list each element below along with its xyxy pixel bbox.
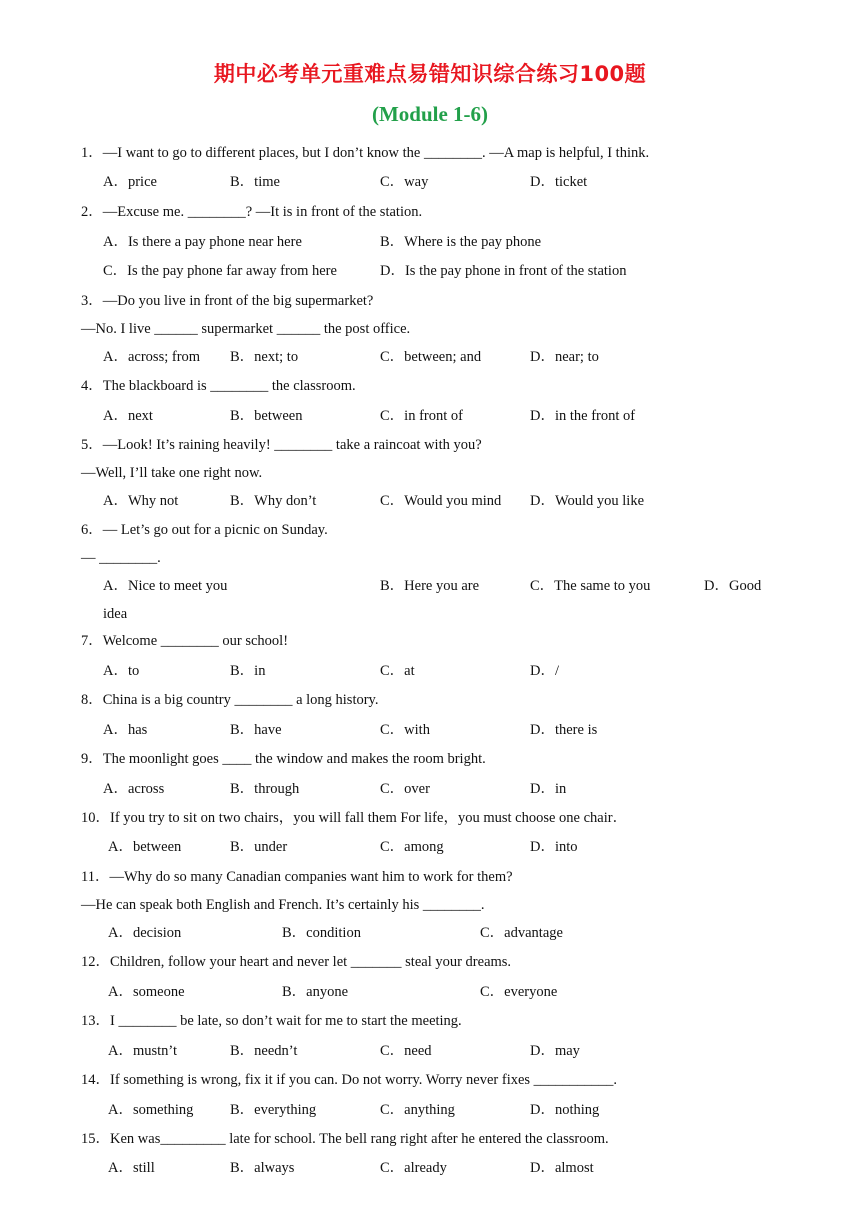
answer-option: C．in front of <box>380 408 463 424</box>
answer-option: D．may <box>530 1043 580 1059</box>
question-text: If something is wrong, fix it if you can. Do not worry. Worry never fixes ___________. <box>110 1072 618 1088</box>
question-number: 3． <box>81 293 103 309</box>
answer-option: C．advantage <box>480 925 563 941</box>
question-text: The moonlight goes ____ the window and makes the room bright. <box>102 751 486 767</box>
answer-option: B．anyone <box>282 984 349 1000</box>
question-stem <box>81 952 511 972</box>
answer-option: D．Good <box>704 578 762 594</box>
answer-option: A．mustn’t <box>108 1043 178 1059</box>
document-subtitle: (Module 1-6) <box>371 102 489 126</box>
answer-option: A．someone <box>108 984 185 1000</box>
answer-option: C．need <box>380 1043 432 1059</box>
question-text: —Look! It’s raining heavily! ________ take a raincoat with you? <box>102 437 482 453</box>
question-stem <box>81 291 373 311</box>
answer-option: B．have <box>230 722 282 738</box>
question-number: 4． <box>81 378 103 394</box>
answer-option: B．Why don’t <box>230 493 317 509</box>
answer-option: D．in <box>530 781 567 797</box>
answer-option: D．almost <box>530 1160 594 1176</box>
question-text: — Let’s go out for a picnic on Sunday. <box>102 522 328 538</box>
question-stem <box>81 631 288 651</box>
question-stem <box>81 749 486 769</box>
question-number: 7． <box>81 633 103 649</box>
answer-option: C．Would you mind <box>380 493 502 509</box>
answer-option: A．to <box>103 663 140 679</box>
question-number: 2． <box>81 204 103 220</box>
answer-option: idea <box>103 606 128 622</box>
question-number: 1． <box>81 145 103 161</box>
question-stem <box>81 143 649 163</box>
question-dialogue-line: — ________. <box>81 550 161 566</box>
question-number: 12． <box>81 954 110 970</box>
answer-option: C．anything <box>380 1102 455 1118</box>
answer-option: A．decision <box>108 925 182 941</box>
answer-option: C．Is the pay phone far away from here <box>103 263 337 279</box>
answer-option: B．in <box>230 663 266 679</box>
question-text: The blackboard is ________ the classroom. <box>102 378 356 394</box>
answer-option: C．between; and <box>380 349 482 365</box>
question-stem <box>81 1070 617 1090</box>
answer-option: B．Here you are <box>380 578 480 594</box>
question-stem <box>81 867 513 887</box>
answer-option: C．everyone <box>480 984 558 1000</box>
answer-option: D．ticket <box>530 174 588 190</box>
answer-option: D．Is the pay phone in front of the station <box>380 263 627 279</box>
answer-option: B．everything <box>230 1102 317 1118</box>
question-text: —Excuse me. ________? —It is in front of the station. <box>102 204 423 220</box>
answer-option: B．Where is the pay phone <box>380 234 542 250</box>
answer-option: A．has <box>103 722 148 738</box>
answer-option: D．/ <box>530 663 559 679</box>
answer-option: A．next <box>103 408 153 424</box>
question-number: 8． <box>81 692 103 708</box>
question-text: Ken was_________ late for school. The bell rang right after he entered the classroom. <box>110 1131 609 1147</box>
answer-option: A．between <box>108 839 182 855</box>
question-stem <box>81 376 356 396</box>
answer-option: D．Would you like <box>530 493 645 509</box>
answer-option: C．already <box>380 1160 447 1176</box>
answer-option: D．in the front of <box>530 408 636 424</box>
question-number: 13． <box>81 1013 110 1029</box>
question-stem <box>81 435 482 455</box>
question-stem <box>81 808 627 828</box>
question-stem <box>81 520 328 540</box>
answer-option: D．nothing <box>530 1102 600 1118</box>
document-title: 期中必考单元重难点易错知识综合练习100题 <box>213 62 647 86</box>
answer-option: D．there is <box>530 722 598 738</box>
question-stem <box>81 1129 609 1149</box>
answer-option: B．next; to <box>230 349 299 365</box>
question-text: Welcome ________ our school! <box>102 633 289 649</box>
question-text: If you try to sit on two chairs，you will fall them For life，you must choose one chair． <box>110 810 628 826</box>
answer-option: A．across; from <box>103 349 201 365</box>
question-text: Children, follow your heart and never let _______ steal your dreams. <box>110 954 512 970</box>
question-stem <box>81 1011 462 1031</box>
question-text: —I want to go to different places, but I don’t know the ________. —A map is helpful, I think. <box>102 145 650 161</box>
question-number: 10． <box>81 810 110 826</box>
answer-option: C．The same to you <box>530 578 651 594</box>
answer-option: C．at <box>380 663 415 679</box>
answer-option: C．among <box>380 839 444 855</box>
answer-option: B．always <box>230 1160 295 1176</box>
question-number: 6． <box>81 522 103 538</box>
answer-option: A．still <box>108 1160 155 1176</box>
question-number: 5． <box>81 437 103 453</box>
question-text: I ________ be late, so don’t wait for me to start the meeting. <box>110 1013 462 1029</box>
question-number: 15． <box>81 1131 110 1147</box>
question-text: —Why do so many Canadian companies want him to work for them? <box>109 869 513 885</box>
answer-option: B．between <box>230 408 303 424</box>
answer-option: D．near; to <box>530 349 599 365</box>
answer-option: D．into <box>530 839 578 855</box>
answer-option: B．through <box>230 781 300 797</box>
question-dialogue-line: —Well, I’ll take one right now. <box>81 465 263 481</box>
answer-option: B．needn’t <box>230 1043 298 1059</box>
answer-option: A．Nice to meet you <box>103 578 228 594</box>
question-stem <box>81 202 422 222</box>
answer-option: C．with <box>380 722 430 738</box>
answer-option: A．across <box>103 781 165 797</box>
question-dialogue-line: —No. I live ______ supermarket ______ the post office. <box>81 321 411 337</box>
answer-option: A．Is there a pay phone near here <box>103 234 302 250</box>
answer-option: B．time <box>230 174 280 190</box>
question-number: 9． <box>81 751 103 767</box>
question-number: 14． <box>81 1072 110 1088</box>
question-stem <box>81 690 379 710</box>
answer-option: A．Why not <box>103 493 179 509</box>
answer-option: B．under <box>230 839 288 855</box>
answer-option: A．something <box>108 1102 194 1118</box>
question-dialogue-line: —He can speak both English and French. It’s certainly his ________. <box>81 897 485 913</box>
question-text: China is a big country ________ a long history. <box>102 692 379 708</box>
answer-option: C．over <box>380 781 430 797</box>
answer-option: B．condition <box>282 925 361 941</box>
answer-option: A．price <box>103 174 157 190</box>
question-number: 11． <box>81 869 110 885</box>
question-text: —Do you live in front of the big supermarket? <box>102 293 374 309</box>
answer-option: C．way <box>380 174 429 190</box>
